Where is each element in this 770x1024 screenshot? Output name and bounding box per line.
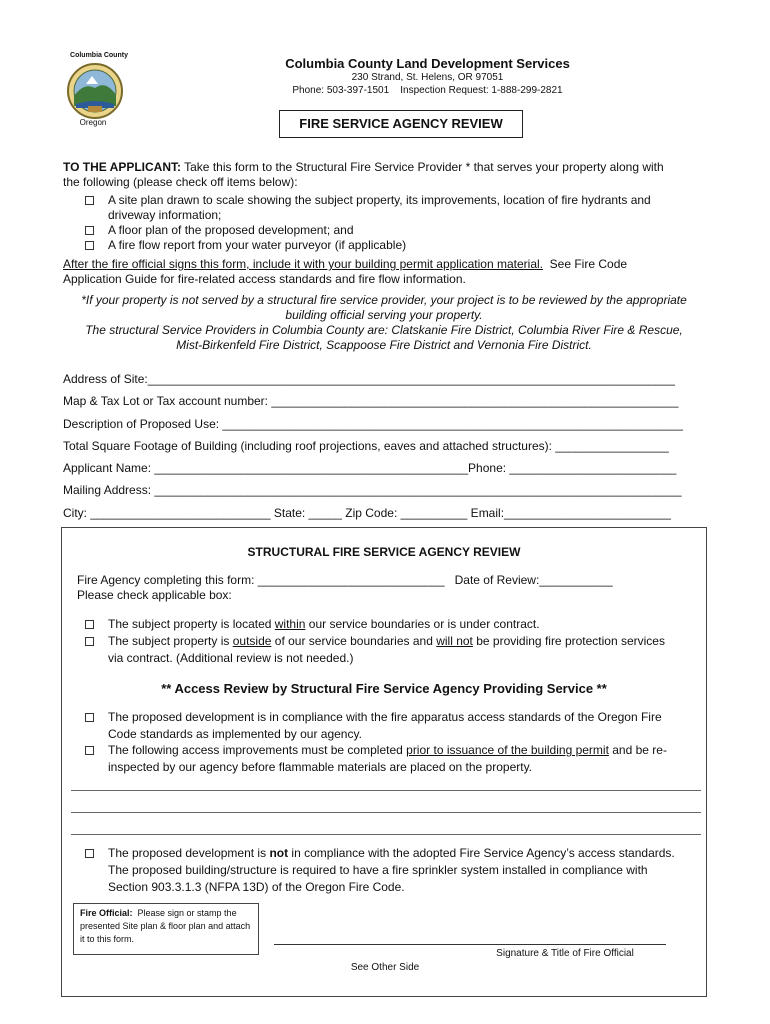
applicant-fields xyxy=(63,368,723,524)
form-title: FIRE SERVICE AGENCY REVIEW xyxy=(279,110,523,138)
service-boundary-checks xyxy=(85,617,700,666)
applicant-lead-text-2: the following (please check off items below): xyxy=(63,175,298,189)
check-applicable-label: Please check applicable box: xyxy=(77,588,232,602)
city-state-zip-email-field[interactable]: City: ___________________________ State: _____ Zip Code: __________ Email:_________________________ xyxy=(63,505,671,520)
outside-boundaries-item: The subject property is outside of our service boundaries and will not be providing fire protection services xyxy=(85,634,700,649)
access-review-heading: ** Access Review by Structural Fire Service Agency Providing Service ** xyxy=(161,681,607,696)
organization-title: Columbia County Land Development Services xyxy=(285,56,570,71)
applicant-lead: TO THE APPLICANT: xyxy=(63,160,182,174)
provider-note-line: *If your property is not served by a structural fire service provider, your project is to be reviewed by the appropriate xyxy=(81,293,687,307)
checkbox[interactable] xyxy=(85,713,94,722)
signature-label: Signature & Title of Fire Official xyxy=(496,948,634,959)
checklist xyxy=(85,193,705,253)
checkbox[interactable] xyxy=(85,196,94,205)
after-sign-underlined: After the fire official signs this form, include it with your building permit application material. xyxy=(63,257,543,271)
checkbox[interactable] xyxy=(85,637,94,646)
non-compliance-continued: The proposed building/structure is required to have a fire sprinkler system installed in compliance with xyxy=(108,863,648,877)
organization-address: 230 Strand, St. Helens, OR 97051 xyxy=(351,72,504,83)
non-compliance-continued: Section 903.3.1.3 (NFPA 13D) of the Oregon Fire Code. xyxy=(108,880,405,894)
checkbox[interactable] xyxy=(85,746,94,755)
county-seal xyxy=(58,52,140,132)
checklist-item-continued: driveway information; xyxy=(108,208,222,222)
agency-date-field[interactable]: Fire Agency completing this form: ____________________________ Date of Review:___________ xyxy=(77,573,613,587)
see-other-side: See Other Side xyxy=(350,962,420,973)
applicant-instructions xyxy=(63,160,713,190)
checklist-item: A floor plan of the proposed development; and xyxy=(85,223,705,238)
description-field[interactable]: Description of Proposed Use: _____________________________________________________________________ xyxy=(63,416,683,431)
checkbox[interactable] xyxy=(85,226,94,235)
provider-note-line: Mist-Birkenfeld Fire District, Scappoose Fire District and Vernonia Fire District. xyxy=(176,338,592,352)
signature-line[interactable] xyxy=(274,944,666,945)
checkbox[interactable] xyxy=(85,620,94,629)
seal-bottom-text: Oregon xyxy=(79,118,107,127)
fire-official-label: Fire Official: xyxy=(80,908,133,918)
checklist-item: A site plan drawn to scale showing the subject property, its improvements, location of fire hydrants and xyxy=(85,193,705,208)
fire-official-note xyxy=(73,903,259,955)
checkbox[interactable] xyxy=(85,849,94,858)
access-compliant-continued: Code standards as implemented by our agency. xyxy=(108,726,362,741)
notes-line[interactable] xyxy=(71,812,701,813)
seal-emblem-icon xyxy=(64,62,126,120)
organization-phone: Phone: 503-397-1501 Inspection Request: 1-888-299-2821 xyxy=(292,85,563,96)
access-checks xyxy=(85,709,700,775)
outside-boundaries-continued: via contract. (Additional review is not needed.) xyxy=(108,651,354,665)
applicant-lead-text: Take this form to the Structural Fire Service Provider * that serves your property along with xyxy=(181,160,664,174)
access-improvements-item: The following access improvements must be completed prior to issuance of the building permit and be re- xyxy=(85,742,700,759)
address-field[interactable]: Address of Site:_______________________________________________________________________________ xyxy=(63,372,675,386)
access-improvements-continued: inspected by our agency before flammable materials are placed on the property. xyxy=(108,759,533,774)
after-sign-rest: See Fire Code xyxy=(543,257,628,271)
non-compliance-check xyxy=(85,845,705,896)
applicant-name-field[interactable]: Applicant Name: _______________________________________________Phone: _________________________ xyxy=(63,461,677,476)
non-compliance-item: The proposed development is not in compliance with the adopted Fire Service Agency’s access standards. xyxy=(85,845,705,862)
provider-note-line: The structural Service Providers in Columbia County are: Clatskanie Fire District, Columbia River Fire & Rescue, xyxy=(85,323,683,337)
after-sign-instructions xyxy=(63,257,713,287)
notes-line[interactable] xyxy=(71,834,701,835)
mailing-address-field[interactable]: Mailing Address: _______________________________________________________________________________ xyxy=(63,483,682,498)
checkbox[interactable] xyxy=(85,241,94,250)
after-sign-line2: Application Guide for fire-related access standards and fire flow information. xyxy=(63,272,466,286)
map-tax-lot-field[interactable]: Map & Tax Lot or Tax account number: _____________________________________________________________ xyxy=(63,394,679,409)
fire-official-text: Please sign or stamp the presented Site plan & floor plan and attach it to this form. xyxy=(80,908,253,944)
square-footage-field[interactable]: Total Square Footage of Building (including roof projections, eaves and attached structures): _________________ xyxy=(63,438,669,453)
provider-note-line: building official serving your property. xyxy=(285,308,483,322)
seal-top-text: Columbia County xyxy=(70,52,128,59)
provider-note xyxy=(58,293,710,353)
notes-line[interactable] xyxy=(71,790,701,791)
within-boundaries-item: The subject property is located within our service boundaries or is under contract. xyxy=(85,617,700,632)
review-heading: STRUCTURAL FIRE SERVICE AGENCY REVIEW xyxy=(247,545,521,559)
checklist-item: A fire flow report from your water purveyor (if applicable) xyxy=(85,238,705,253)
access-compliant-item: The proposed development is in compliance with the fire apparatus access standards of the Oregon Fire xyxy=(85,709,700,726)
